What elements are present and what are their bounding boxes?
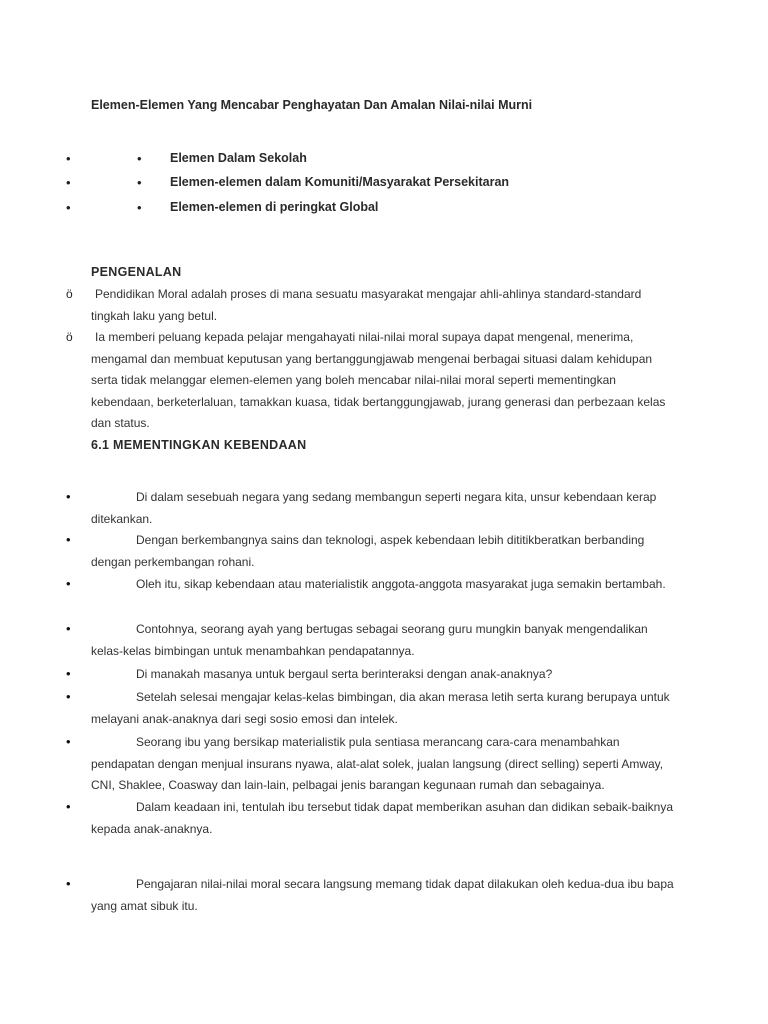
bullet-marker: • bbox=[66, 621, 71, 636]
bullet-marker: • bbox=[66, 689, 71, 704]
section-heading-pengenalan: PENGENALAN bbox=[91, 265, 182, 279]
paragraph-text: Oleh itu, sikap kebendaan atau materialistik anggota-anggota masyarakat juga semakin bertambah. bbox=[136, 577, 666, 591]
paragraph-text: Di dalam sesebuah negara yang sedang membangun seperti negara kita, unsur kebendaan kerap ditekankan. bbox=[91, 490, 657, 526]
bullet-marker: • bbox=[66, 666, 71, 681]
bullet-paragraph bbox=[91, 574, 681, 596]
bullet-paragraph bbox=[91, 619, 681, 662]
topic-label: Elemen-elemen dalam Komuniti/Masyarakat Persekitaran bbox=[170, 175, 510, 189]
paragraph-text: Setelah selesai mengajar kelas-kelas bimbingan, dia akan merasa letih serta kurang berupaya untuk melayani anak-anaknya dari segi sosio emosi dan intelek. bbox=[91, 690, 670, 726]
intro-paragraph bbox=[91, 284, 681, 327]
bullet-paragraph bbox=[91, 687, 681, 730]
paragraph-text: Seorang ibu yang bersikap materialistik pula sentiasa merancang cara-cara menambahkan pendapatan dengan menjual insurans nyawa, alat-alat solek, jualan langsung (direct selling) seperti Amway, CNI, Shaklee, Coasway dan lain-lain, pelbagai jenis barangan kegunaan rumah dan sebagainya. bbox=[91, 735, 664, 792]
bullet-paragraph bbox=[91, 487, 681, 530]
paragraph-text: Contohnya, seorang ayah yang bertugas sebagai seorang guru mungkin banyak mengendalikan kelas-kelas bimbingan untuk menambahkan pendapatannya. bbox=[91, 622, 648, 658]
intro-paragraph bbox=[91, 327, 681, 435]
intro-marker: ö bbox=[66, 287, 73, 301]
topic-label: Elemen-elemen di peringkat Global bbox=[170, 200, 379, 214]
intro-marker: ö bbox=[66, 330, 73, 344]
bullet-marker: • bbox=[66, 489, 71, 504]
bullet-marker: • bbox=[66, 532, 71, 547]
bullet-paragraph bbox=[91, 732, 681, 797]
section-heading-kebendaan: 6.1 MEMENTINGKAN KEBENDAAN bbox=[91, 438, 307, 452]
bullet-marker: • bbox=[66, 151, 71, 166]
paragraph-text: Dalam keadaan ini, tentulah ibu tersebut tidak dapat memberikan asuhan dan didikan sebaik-baiknya kepada anak-anaknya. bbox=[91, 800, 674, 836]
topic-item bbox=[0, 200, 768, 220]
bullet-paragraph bbox=[91, 874, 681, 917]
topic-label: Elemen Dalam Sekolah bbox=[170, 151, 307, 165]
paragraph-text: Pendidikan Moral adalah proses di mana sesuatu masyarakat mengajar ahli-ahlinya standard-standard tingkah laku yang betul. bbox=[91, 287, 642, 323]
bullet-marker: • bbox=[66, 734, 71, 749]
bullet-marker: • bbox=[66, 576, 71, 591]
bullet-paragraph bbox=[91, 797, 681, 840]
bullet-marker: • bbox=[137, 151, 142, 166]
topic-item bbox=[0, 151, 768, 171]
topic-item bbox=[0, 175, 768, 195]
paragraph-text: Ia memberi peluang kepada pelajar mengahayati nilai-nilai moral supaya dapat mengenal, menerima, mengamal dan membuat keputusan yang bertanggungjawab mengenai berbagai situasi dalam kehidupan serta tidak melanggar elemen-elemen yang boleh mencabar nilai-nilai moral seperti mementingkan kebendaan, berketerlaluan, tamakkan kuasa, tidak bertanggungjawab, jurang generasi dan perbezaan kelas dan status. bbox=[91, 330, 666, 430]
paragraph-text: Pengajaran nilai-nilai moral secara langsung memang tidak dapat dilakukan oleh kedua-dua ibu bapa yang amat sibuk itu. bbox=[91, 877, 674, 913]
bullet-paragraph bbox=[91, 530, 681, 573]
bullet-paragraph bbox=[91, 664, 681, 686]
document-title: Elemen-Elemen Yang Mencabar Penghayatan Dan Amalan Nilai-nilai Murni bbox=[91, 98, 533, 112]
paragraph-text: Di manakah masanya untuk bergaul serta berinteraksi dengan anak-anaknya? bbox=[136, 667, 553, 681]
bullet-marker: • bbox=[66, 799, 71, 814]
bullet-marker: • bbox=[66, 200, 71, 215]
bullet-marker: • bbox=[66, 175, 71, 190]
bullet-marker: • bbox=[137, 200, 142, 215]
paragraph-text: Dengan berkembangnya sains dan teknologi, aspek kebendaan lebih dititikberatkan berbanding dengan perkembangan rohani. bbox=[91, 533, 645, 569]
bullet-marker: • bbox=[66, 876, 71, 891]
bullet-marker: • bbox=[137, 175, 142, 190]
